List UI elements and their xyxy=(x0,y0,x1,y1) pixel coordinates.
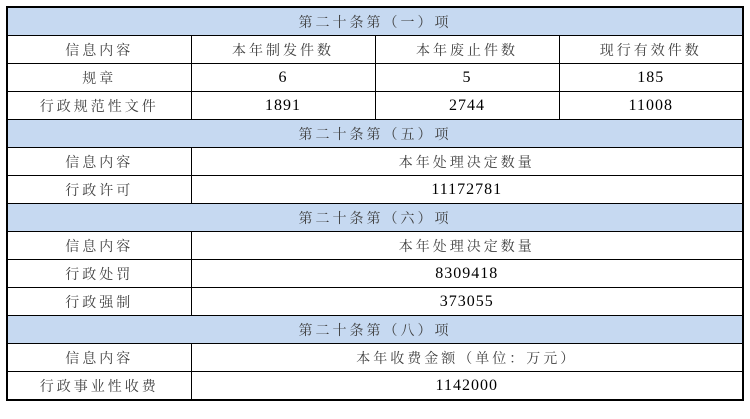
section-title: 第二十条第（一）项 xyxy=(7,7,743,36)
column-header-row xyxy=(7,232,743,260)
table-row xyxy=(7,92,743,120)
column-header-cell: 信息内容 xyxy=(7,232,191,260)
row-label-cell: 行政许可 xyxy=(7,176,191,204)
column-header-cell: 信息内容 xyxy=(7,36,191,64)
section-header-row xyxy=(7,120,743,148)
data-cell: 5 xyxy=(375,64,559,92)
column-header-cell: 本年制发件数 xyxy=(191,36,375,64)
row-label-cell: 行政处罚 xyxy=(7,260,191,288)
section-header-row xyxy=(7,204,743,232)
section-header-row xyxy=(7,316,743,344)
data-cell: 2744 xyxy=(375,92,559,120)
section-title: 第二十条第（八）项 xyxy=(7,316,743,344)
column-header-cell: 本年处理决定数量 xyxy=(191,148,743,176)
row-label-cell: 行政规范性文件 xyxy=(7,92,191,120)
data-cell: 11008 xyxy=(559,92,743,120)
column-header-cell: 现行有效件数 xyxy=(559,36,743,64)
row-label-cell: 行政强制 xyxy=(7,288,191,316)
data-cell: 8309418 xyxy=(191,260,743,288)
data-cell: 1891 xyxy=(191,92,375,120)
data-cell: 6 xyxy=(191,64,375,92)
row-label-cell: 规章 xyxy=(7,64,191,92)
report-table-container xyxy=(6,6,744,401)
report-table xyxy=(6,6,744,401)
column-header-cell: 本年收费金额（单位：万元） xyxy=(191,344,743,372)
table-row xyxy=(7,176,743,204)
column-header-cell: 本年处理决定数量 xyxy=(191,232,743,260)
table-row xyxy=(7,288,743,316)
section-title: 第二十条第（六）项 xyxy=(7,204,743,232)
data-cell: 185 xyxy=(559,64,743,92)
data-cell: 1142000 xyxy=(191,372,743,401)
column-header-row xyxy=(7,148,743,176)
column-header-cell: 本年废止件数 xyxy=(375,36,559,64)
data-cell: 11172781 xyxy=(191,176,743,204)
column-header-cell: 信息内容 xyxy=(7,148,191,176)
table-row xyxy=(7,64,743,92)
column-header-row xyxy=(7,344,743,372)
column-header-cell: 信息内容 xyxy=(7,344,191,372)
column-header-row xyxy=(7,36,743,64)
section-title: 第二十条第（五）项 xyxy=(7,120,743,148)
table-row xyxy=(7,372,743,401)
table-row xyxy=(7,260,743,288)
data-cell: 373055 xyxy=(191,288,743,316)
section-header-row xyxy=(7,7,743,36)
row-label-cell: 行政事业性收费 xyxy=(7,372,191,401)
